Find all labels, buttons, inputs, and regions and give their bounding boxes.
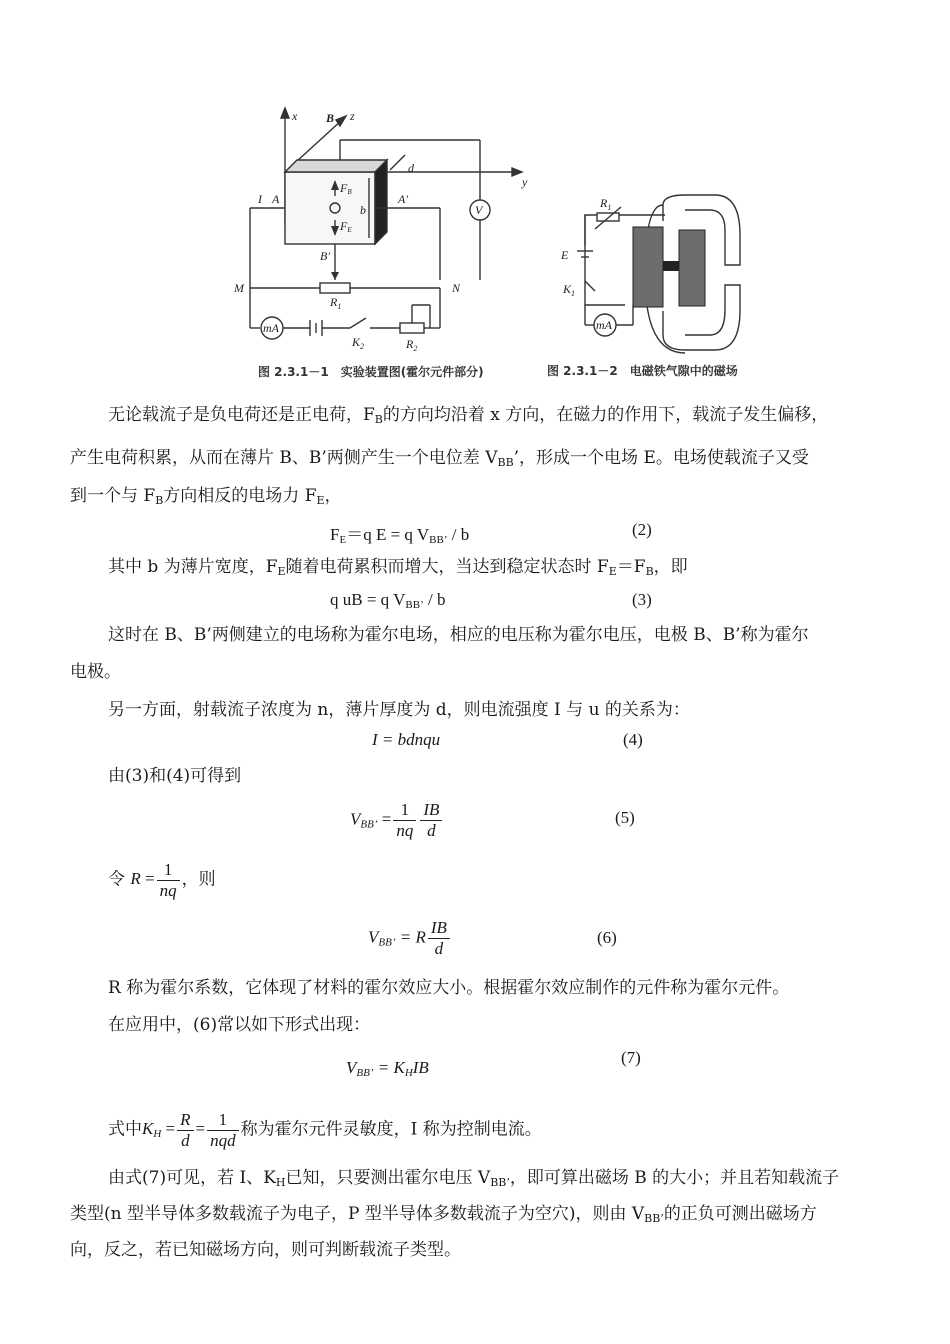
equation-2-number: (2) [632,520,652,539]
milliammeter-label: mA [263,321,279,335]
width-b-label: b [360,203,366,217]
figure-2-caption: 图 2.3.1－2 电磁铁气隙中的磁场 [547,364,738,378]
paragraph-10-line-3: 向，反之，若已知磁场方向，则可判断载流子类型。 [70,1240,461,1260]
equation-6: $V_{BB’} = R$ $\frac{IB}{d}$ [368,918,452,959]
voltmeter-label: V [475,203,483,217]
paragraph-7: R 称为霍尔系数，它体现了材料的霍尔效应大小。根据霍尔效应制作的元件称为霍尔元件。 [108,978,790,998]
paragraph-2: 其中 b 为薄片宽度，$F_E$随着电荷累积而增大，当达到稳定状态时 $F_E=F_B$，即 [108,557,688,578]
force-fe-label: FE [340,219,352,234]
equation-7: $V_{BB’} = K_HIB$ [346,1058,429,1079]
electrode-a-prime-label: A' [398,192,408,206]
electrode-b-prime-label: B' [320,249,330,263]
fig2-emf-label: E [561,248,569,262]
field-b-label: B [326,111,335,125]
equation-6-number: (6) [597,928,617,947]
axis-y-label: y [522,175,528,189]
current-i-label: I [258,192,262,206]
paragraph-8: 在应用中，(6)常以如下形式出现： [108,1015,371,1035]
axis-z-label: z [350,109,355,123]
fig2-switch-k1-label: $K_1$ [563,282,576,298]
paragraph-3-line-1: 这时在 B、B’两侧建立的电场称为霍尔电场，相应的电压称为霍尔电压，电极 B、B’称为霍尔 [108,625,809,645]
thickness-d-label: d [408,161,414,175]
resistor-r2-label: $R_2$ [406,337,418,353]
equation-4-number: (4) [623,730,643,749]
paragraph-1-line-1: 无论载流子是负电荷还是正电荷，$F_B$的方向均沿着 x 方向，在磁力的作用下，载流子发生偏移， [108,405,829,426]
equation-4: I = bdnqu [372,730,441,749]
node-m-label: M [234,281,244,295]
paragraph-10-line-2: 类型(n 型半导体多数载流子为电子，P 型半导体多数载流子为空穴)，则由 $V_{BB’}$的正负可测出磁场方 [70,1204,817,1225]
paragraph-1-line-2: 产生电荷积累，从而在薄片 B、B’两侧产生一个电位差 $V_{BB}$’，形成一个电场 E。电场使载流子又受 [70,448,809,469]
resistor-r1-label: $R_1$ [330,295,342,311]
paragraph-1-line-3: 到一个与 $F_B$方向相反的电场力 $F_E$， [70,486,342,507]
equation-3: q uB = q $V_{BB’}$ / b [330,590,446,611]
paragraph-9: 式中$K_H$ = $\frac{R}{d}$ = $\frac{1}{\text{nqd}}$ 称为霍尔元件灵敏度，I 称为控制电流。 [108,1110,542,1150]
axis-x-label: x [292,109,298,123]
equation-5: $V_{BB’}$ = $\frac{1}{nq}$ $\frac{IB}{d}$ [350,800,444,841]
node-n-label: N [452,281,461,295]
switch-k2-label: $K_2$ [352,335,365,351]
paragraph-5: 由(3)和(4)可得到 [108,766,242,786]
paragraph-4: 另一方面，射载流子浓度为 n，薄片厚度为 d，则电流强度 I 与 u 的关系为： [108,700,690,720]
force-fb-label: FB [340,181,352,196]
paragraph-6: 令 R = $\frac{1}{nq}$ ，则 [108,860,216,900]
figure-electromagnet [545,185,770,385]
fig2-milliammeter-label: mA [596,318,612,332]
equation-5-number: (5) [615,808,635,827]
equation-2: $F_E=q$ E = q $V_{BB’}$ / b [330,525,470,546]
paragraph-3-line-2: 电极。 [70,662,121,682]
electrode-a-label: A [272,192,280,206]
fig2-resistor-r1-label: $R_1$ [600,196,612,212]
paragraph-10-line-1: 由式(7)可见，若 I、$K_H$已知，只要测出霍尔电压 $V_{BB’}$，即可算出磁场 B 的大小；并且若知载流子 [108,1168,840,1189]
equation-7-number: (7) [621,1048,641,1067]
figure-1-caption: 图 2.3.1－1 实验装置图(霍尔元件部分) [258,365,484,379]
figure-hall-setup [230,100,530,385]
equation-3-number: (3) [632,590,652,609]
